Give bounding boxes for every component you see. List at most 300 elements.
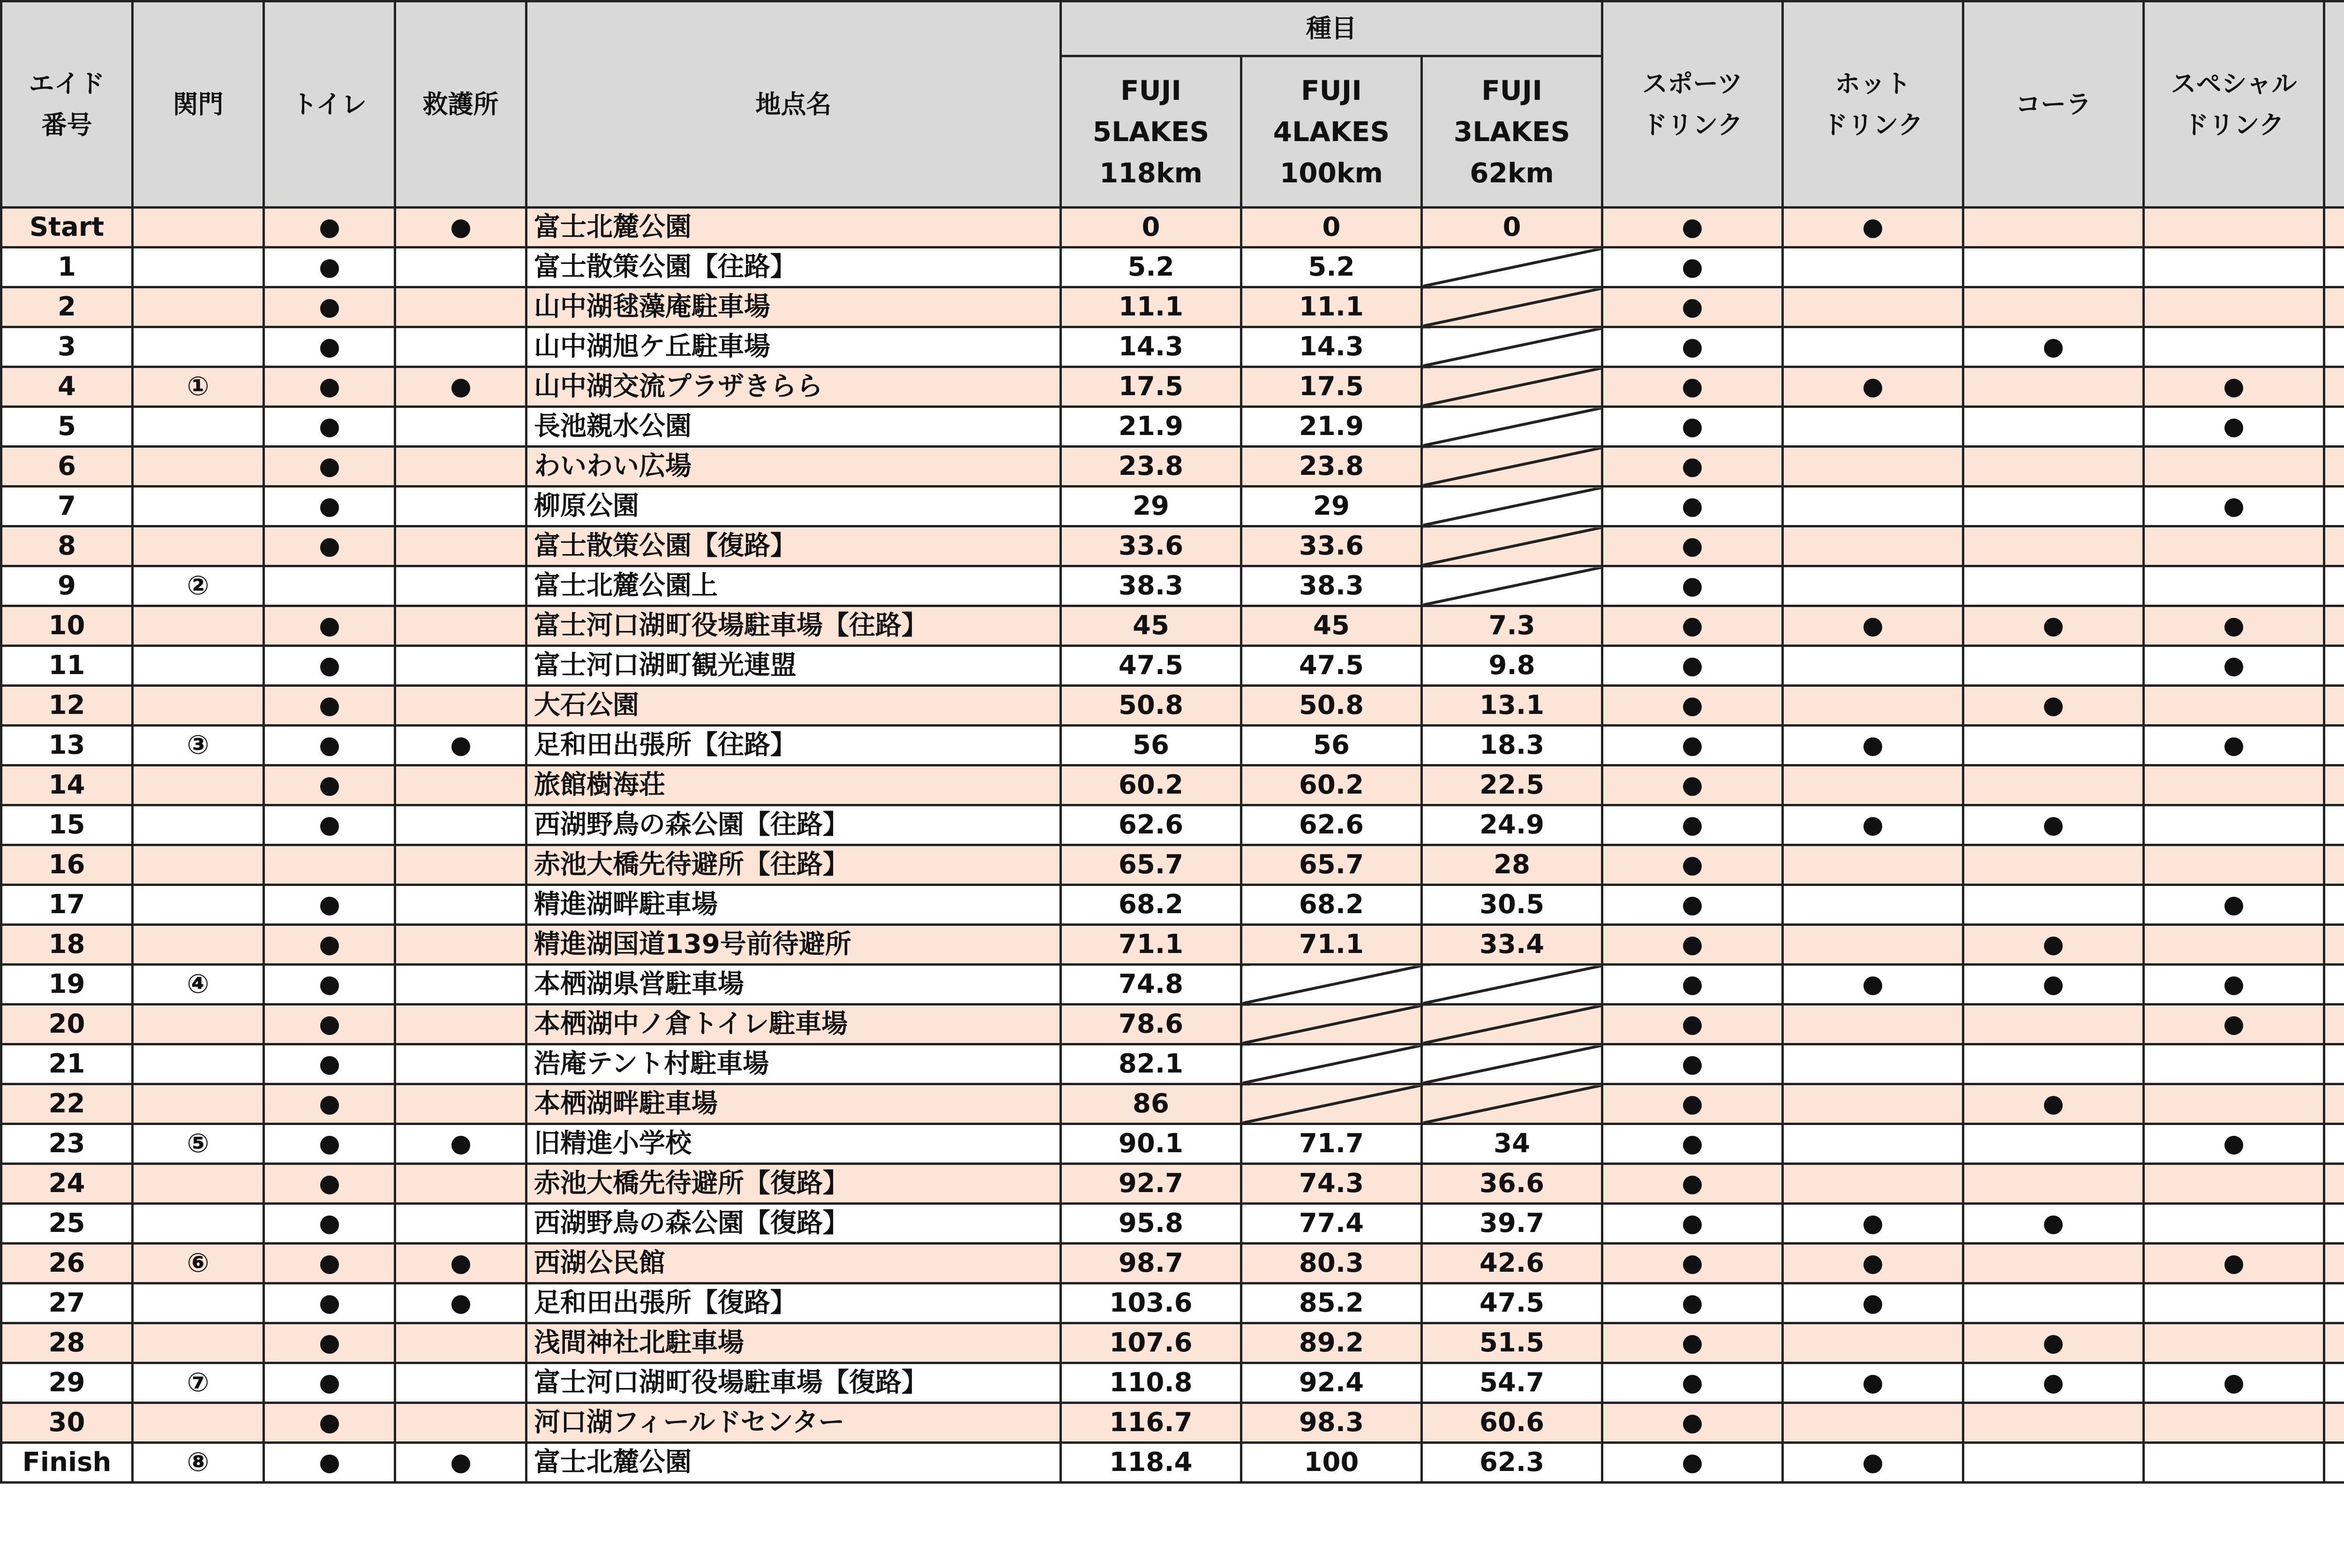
first-aid-mark: [395, 885, 526, 925]
sports-drink-mark: [1602, 208, 1783, 248]
km-5lakes: 38.3: [1061, 566, 1241, 606]
special-drink-mark: [2144, 765, 2324, 805]
filled-circle-icon: [2224, 618, 2243, 637]
km-3lakes: 54.7: [1422, 1363, 1602, 1403]
toilet-mark: [264, 1164, 395, 1204]
food-items: [2324, 1204, 2344, 1244]
km-4lakes: 98.3: [1241, 1403, 1422, 1443]
location-name: 富士北麓公園: [526, 1443, 1061, 1483]
first-aid-mark: [395, 487, 526, 526]
km-5lakes: 78.6: [1061, 1005, 1241, 1044]
checkpoint: ⑤: [133, 1124, 264, 1164]
filled-circle-icon: [2224, 1255, 2243, 1274]
hot-drink-mark: [1783, 407, 1963, 447]
cola-mark: [1963, 805, 2144, 845]
food-items: [2324, 765, 2344, 805]
first-aid-mark: [395, 686, 526, 726]
filled-circle-icon: [2224, 379, 2243, 398]
location-name: 精進湖国道139号前待避所: [526, 925, 1061, 965]
km-3lakes-not-applicable: [1422, 447, 1602, 487]
toilet-mark: [264, 248, 395, 287]
sports-drink-mark: [1602, 1005, 1783, 1044]
cola-mark: [1963, 726, 2144, 765]
first-aid-mark: [395, 965, 526, 1005]
toilet-mark: [264, 805, 395, 845]
special-drink-mark: [2144, 248, 2324, 287]
km-3lakes: 51.5: [1422, 1323, 1602, 1363]
checkpoint: ⑦: [133, 1363, 264, 1403]
table-row: [1, 1363, 2344, 1403]
filled-circle-icon: [1683, 538, 1702, 557]
km-4lakes: 56: [1241, 726, 1422, 765]
filled-circle-icon: [1683, 976, 1702, 995]
toilet-mark: [264, 925, 395, 965]
toilet-mark: [264, 566, 395, 606]
aid-number: 12: [1, 686, 133, 726]
food-items: [2324, 487, 2344, 526]
food-items: [2324, 447, 2344, 487]
km-5lakes: 56: [1061, 726, 1241, 765]
filled-circle-icon: [320, 897, 339, 915]
first-aid-mark: [395, 1124, 526, 1164]
filled-circle-icon: [1863, 1295, 1882, 1314]
hot-drink-mark: [1783, 765, 1963, 805]
location-name: 本栖湖県営駐車場: [526, 965, 1061, 1005]
hot-drink-mark: [1783, 1124, 1963, 1164]
header-row: [1, 1, 2344, 56]
toilet-mark: [264, 1244, 395, 1283]
sports-drink-mark: [1602, 1323, 1783, 1363]
table-row: [1, 407, 2344, 447]
filled-circle-icon: [320, 379, 339, 398]
special-drink-mark: [2144, 208, 2324, 248]
location-name: 赤池大橋先待避所【復路】: [526, 1164, 1061, 1204]
location-name: 旧精進小学校: [526, 1124, 1061, 1164]
km-4lakes: 71.7: [1241, 1124, 1422, 1164]
filled-circle-icon: [2044, 817, 2063, 836]
filled-circle-icon: [320, 1375, 339, 1394]
km-4lakes-not-applicable: [1241, 1005, 1422, 1044]
header-special-drink: スペシャル ドリンク: [2144, 1, 2324, 208]
km-3lakes: 18.3: [1422, 726, 1602, 765]
sports-drink-mark: [1602, 646, 1783, 686]
sports-drink-mark: [1602, 327, 1783, 367]
toilet-mark: [264, 1044, 395, 1084]
food-items: [2324, 1403, 2344, 1443]
km-5lakes: 45: [1061, 606, 1241, 646]
first-aid-mark: [395, 765, 526, 805]
km-5lakes: 14.3: [1061, 327, 1241, 367]
km-3lakes-not-applicable: [1422, 407, 1602, 447]
km-5lakes: 107.6: [1061, 1323, 1241, 1363]
table-row: [1, 367, 2344, 407]
checkpoint: ⑧: [133, 1443, 264, 1483]
location-name: 長池親水公園: [526, 407, 1061, 447]
sports-drink-mark: [1602, 1124, 1783, 1164]
filled-circle-icon: [320, 937, 339, 955]
food-items: [2324, 1084, 2344, 1124]
first-aid-mark: [395, 1443, 526, 1483]
header-course-5lakes: FUJI 5LAKES 118km: [1061, 56, 1241, 208]
km-5lakes: 82.1: [1061, 1044, 1241, 1084]
filled-circle-icon: [1683, 1375, 1702, 1394]
filled-circle-icon: [320, 1096, 339, 1115]
table-row: [1, 1283, 2344, 1323]
km-5lakes: 33.6: [1061, 526, 1241, 566]
filled-circle-icon: [1683, 658, 1702, 676]
checkpoint: [133, 407, 264, 447]
hot-drink-mark: [1783, 1044, 1963, 1084]
food-items: [2324, 1124, 2344, 1164]
first-aid-mark: [395, 1204, 526, 1244]
aid-number: 26: [1, 1244, 133, 1283]
special-drink-mark: [2144, 447, 2324, 487]
sports-drink-mark: [1602, 1044, 1783, 1084]
header-toilet: トイレ: [264, 1, 395, 208]
aid-number: 18: [1, 925, 133, 965]
km-3lakes: 30.5: [1422, 885, 1602, 925]
filled-circle-icon: [320, 976, 339, 995]
sports-drink-mark: [1602, 726, 1783, 765]
special-drink-mark: [2144, 965, 2324, 1005]
food-items: [2324, 1044, 2344, 1084]
km-5lakes: 92.7: [1061, 1164, 1241, 1204]
cola-mark: [1963, 646, 2144, 686]
km-3lakes-not-applicable: [1422, 1044, 1602, 1084]
checkpoint: [133, 1005, 264, 1044]
aid-number: 25: [1, 1204, 133, 1244]
checkpoint: [133, 885, 264, 925]
filled-circle-icon: [451, 737, 470, 756]
filled-circle-icon: [1863, 219, 1882, 238]
filled-circle-icon: [2224, 737, 2243, 756]
food-items: [2324, 1323, 2344, 1363]
filled-circle-icon: [2224, 419, 2243, 437]
cola-mark: [1963, 526, 2144, 566]
table-row: [1, 287, 2344, 327]
filled-circle-icon: [2224, 1016, 2243, 1035]
first-aid-mark: [395, 606, 526, 646]
filled-circle-icon: [1683, 817, 1702, 836]
filled-circle-icon: [320, 1415, 339, 1433]
aid-number: 16: [1, 845, 133, 885]
food-items: [2324, 407, 2344, 447]
food-items: [2324, 1443, 2344, 1483]
filled-circle-icon: [451, 1136, 470, 1155]
special-drink-mark: [2144, 885, 2324, 925]
aid-number: 4: [1, 367, 133, 407]
hot-drink-mark: [1783, 1443, 1963, 1483]
checkpoint: [133, 1044, 264, 1084]
header-location: 地点名: [526, 1, 1061, 208]
aid-number: 13: [1, 726, 133, 765]
table-row: [1, 606, 2344, 646]
km-4lakes: 23.8: [1241, 447, 1422, 487]
filled-circle-icon: [320, 1016, 339, 1035]
cola-mark: [1963, 487, 2144, 526]
header-course-4lakes: FUJI 4LAKES 100km: [1241, 56, 1422, 208]
location-name: 富士北麓公園上: [526, 566, 1061, 606]
hot-drink-mark: [1783, 646, 1963, 686]
sports-drink-mark: [1602, 526, 1783, 566]
special-drink-mark: [2144, 1323, 2324, 1363]
km-3lakes: 7.3: [1422, 606, 1602, 646]
aid-number: 14: [1, 765, 133, 805]
km-3lakes: 22.5: [1422, 765, 1602, 805]
aid-number: 27: [1, 1283, 133, 1323]
toilet-mark: [264, 487, 395, 526]
filled-circle-icon: [1683, 578, 1702, 597]
table-row: [1, 885, 2344, 925]
toilet-mark: [264, 1443, 395, 1483]
location-name: 赤池大橋先待避所【往路】: [526, 845, 1061, 885]
toilet-mark: [264, 526, 395, 566]
table-row: [1, 1204, 2344, 1244]
toilet-mark: [264, 287, 395, 327]
sports-drink-mark: [1602, 805, 1783, 845]
cola-mark: [1963, 1403, 2144, 1443]
sports-drink-mark: [1602, 248, 1783, 287]
km-5lakes: 118.4: [1061, 1443, 1241, 1483]
food-items: [2324, 1244, 2344, 1283]
km-4lakes: 80.3: [1241, 1244, 1422, 1283]
hot-drink-mark: [1783, 487, 1963, 526]
aid-number: 24: [1, 1164, 133, 1204]
filled-circle-icon: [1863, 1455, 1882, 1473]
filled-circle-icon: [2044, 1096, 2063, 1115]
cola-mark: [1963, 287, 2144, 327]
location-name: 足和田出張所【往路】: [526, 726, 1061, 765]
checkpoint: [133, 208, 264, 248]
filled-circle-icon: [1683, 299, 1702, 318]
filled-circle-icon: [1863, 1375, 1882, 1394]
km-3lakes-not-applicable: [1422, 1005, 1602, 1044]
toilet-mark: [264, 1124, 395, 1164]
km-5lakes: 110.8: [1061, 1363, 1241, 1403]
table-row: [1, 248, 2344, 287]
first-aid-mark: [395, 1005, 526, 1044]
checkpoint: ④: [133, 965, 264, 1005]
table-row: [1, 805, 2344, 845]
location-name: 河口湖フィールドセンター: [526, 1403, 1061, 1443]
filled-circle-icon: [451, 219, 470, 238]
first-aid-mark: [395, 1403, 526, 1443]
km-3lakes: 60.6: [1422, 1403, 1602, 1443]
location-name: 山中湖旭ケ丘駐車場: [526, 327, 1061, 367]
toilet-mark: [264, 646, 395, 686]
filled-circle-icon: [1683, 259, 1702, 278]
filled-circle-icon: [1683, 897, 1702, 915]
cola-mark: [1963, 407, 2144, 447]
km-4lakes: 29: [1241, 487, 1422, 526]
km-4lakes: 50.8: [1241, 686, 1422, 726]
filled-circle-icon: [451, 1295, 470, 1314]
filled-circle-icon: [2044, 618, 2063, 637]
km-3lakes-not-applicable: [1422, 367, 1602, 407]
table-row: [1, 1443, 2344, 1483]
sports-drink-mark: [1602, 765, 1783, 805]
special-drink-mark: [2144, 925, 2324, 965]
checkpoint: [133, 1084, 264, 1124]
special-drink-mark: [2144, 566, 2324, 606]
filled-circle-icon: [1683, 1255, 1702, 1274]
location-name: 富士散策公園【復路】: [526, 526, 1061, 566]
checkpoint: [133, 686, 264, 726]
km-4lakes: 77.4: [1241, 1204, 1422, 1244]
cola-mark: [1963, 606, 2144, 646]
special-drink-mark: [2144, 1124, 2324, 1164]
aid-number: 5: [1, 407, 133, 447]
cola-mark: [1963, 1363, 2144, 1403]
hot-drink-mark: [1783, 447, 1963, 487]
filled-circle-icon: [320, 1335, 339, 1354]
header-course-3lakes: FUJI 3LAKES 62km: [1422, 56, 1602, 208]
cola-mark: [1963, 208, 2144, 248]
hot-drink-mark: [1783, 1084, 1963, 1124]
aid-number: 15: [1, 805, 133, 845]
special-drink-mark: [2144, 1363, 2324, 1403]
km-3lakes: 13.1: [1422, 686, 1602, 726]
checkpoint: [133, 526, 264, 566]
special-drink-mark: [2144, 1283, 2324, 1323]
hot-drink-mark: [1783, 885, 1963, 925]
km-3lakes: 0: [1422, 208, 1602, 248]
checkpoint: [133, 646, 264, 686]
special-drink-mark: [2144, 487, 2324, 526]
km-5lakes: 60.2: [1061, 765, 1241, 805]
table-row: [1, 1244, 2344, 1283]
special-drink-mark: [2144, 1005, 2324, 1044]
table-row: [1, 765, 2344, 805]
location-name: 富士河口湖町役場駐車場【往路】: [526, 606, 1061, 646]
km-5lakes: 116.7: [1061, 1403, 1241, 1443]
km-5lakes: 21.9: [1061, 407, 1241, 447]
hot-drink-mark: [1783, 1244, 1963, 1283]
toilet-mark: [264, 606, 395, 646]
aid-number: 1: [1, 248, 133, 287]
location-name: 西湖野鳥の森公園【往路】: [526, 805, 1061, 845]
hot-drink-mark: [1783, 526, 1963, 566]
filled-circle-icon: [1683, 1335, 1702, 1354]
toilet-mark: [264, 765, 395, 805]
food-items: [2324, 1005, 2344, 1044]
first-aid-mark: [395, 208, 526, 248]
filled-circle-icon: [2224, 1375, 2243, 1394]
food-items: [2324, 805, 2344, 845]
checkpoint: [133, 606, 264, 646]
food-items: [2324, 1363, 2344, 1403]
km-4lakes: 62.6: [1241, 805, 1422, 845]
aid-number: 10: [1, 606, 133, 646]
first-aid-mark: [395, 327, 526, 367]
sports-drink-mark: [1602, 287, 1783, 327]
km-5lakes: 0: [1061, 208, 1241, 248]
first-aid-mark: [395, 925, 526, 965]
km-3lakes: 33.4: [1422, 925, 1602, 965]
km-3lakes: 9.8: [1422, 646, 1602, 686]
toilet-mark: [264, 885, 395, 925]
filled-circle-icon: [1683, 1295, 1702, 1314]
km-3lakes: 34: [1422, 1124, 1602, 1164]
food-items: [2324, 1164, 2344, 1204]
checkpoint: [133, 1403, 264, 1443]
km-5lakes: 86: [1061, 1084, 1241, 1124]
aid-number: 19: [1, 965, 133, 1005]
first-aid-mark: [395, 248, 526, 287]
km-4lakes: 21.9: [1241, 407, 1422, 447]
table-row: [1, 566, 2344, 606]
food-items: [2324, 726, 2344, 765]
sports-drink-mark: [1602, 965, 1783, 1005]
checkpoint: ①: [133, 367, 264, 407]
checkpoint: [133, 845, 264, 885]
toilet-mark: [264, 1005, 395, 1044]
filled-circle-icon: [320, 1295, 339, 1314]
km-3lakes-not-applicable: [1422, 248, 1602, 287]
first-aid-mark: [395, 1363, 526, 1403]
km-5lakes: 5.2: [1061, 248, 1241, 287]
sports-drink-mark: [1602, 1363, 1783, 1403]
filled-circle-icon: [1683, 458, 1702, 477]
location-name: 精進湖畔駐車場: [526, 885, 1061, 925]
cola-mark: [1963, 1283, 2144, 1323]
cola-mark: [1963, 686, 2144, 726]
filled-circle-icon: [320, 1455, 339, 1473]
km-4lakes: 74.3: [1241, 1164, 1422, 1204]
location-name: 西湖公民館: [526, 1244, 1061, 1283]
filled-circle-icon: [1683, 857, 1702, 876]
cola-mark: [1963, 1044, 2144, 1084]
special-drink-mark: [2144, 327, 2324, 367]
km-4lakes: 89.2: [1241, 1323, 1422, 1363]
food-items: [2324, 885, 2344, 925]
km-3lakes: 28: [1422, 845, 1602, 885]
cola-mark: [1963, 965, 2144, 1005]
filled-circle-icon: [320, 737, 339, 756]
km-4lakes: 0: [1241, 208, 1422, 248]
hot-drink-mark: [1783, 726, 1963, 765]
checkpoint: [133, 487, 264, 526]
sports-drink-mark: [1602, 606, 1783, 646]
cola-mark: [1963, 248, 2144, 287]
filled-circle-icon: [2044, 1375, 2063, 1394]
toilet-mark: [264, 1084, 395, 1124]
location-name: 山中湖毬藻庵駐車場: [526, 287, 1061, 327]
km-4lakes: 45: [1241, 606, 1422, 646]
km-3lakes: 24.9: [1422, 805, 1602, 845]
toilet-mark: [264, 407, 395, 447]
table-row: [1, 1084, 2344, 1124]
aid-number: 21: [1, 1044, 133, 1084]
hot-drink-mark: [1783, 1323, 1963, 1363]
cola-mark: [1963, 1323, 2144, 1363]
cola-mark: [1963, 1124, 2144, 1164]
toilet-mark: [264, 1403, 395, 1443]
table-row: [1, 447, 2344, 487]
filled-circle-icon: [1683, 1016, 1702, 1035]
filled-circle-icon: [1683, 419, 1702, 437]
cola-mark: [1963, 885, 2144, 925]
sports-drink-mark: [1602, 487, 1783, 526]
filled-circle-icon: [2224, 498, 2243, 517]
cola-mark: [1963, 566, 2144, 606]
checkpoint: ③: [133, 726, 264, 765]
table-row: [1, 327, 2344, 367]
km-4lakes: 14.3: [1241, 327, 1422, 367]
location-name: 旅館樹海荘: [526, 765, 1061, 805]
first-aid-mark: [395, 646, 526, 686]
km-5lakes: 50.8: [1061, 686, 1241, 726]
